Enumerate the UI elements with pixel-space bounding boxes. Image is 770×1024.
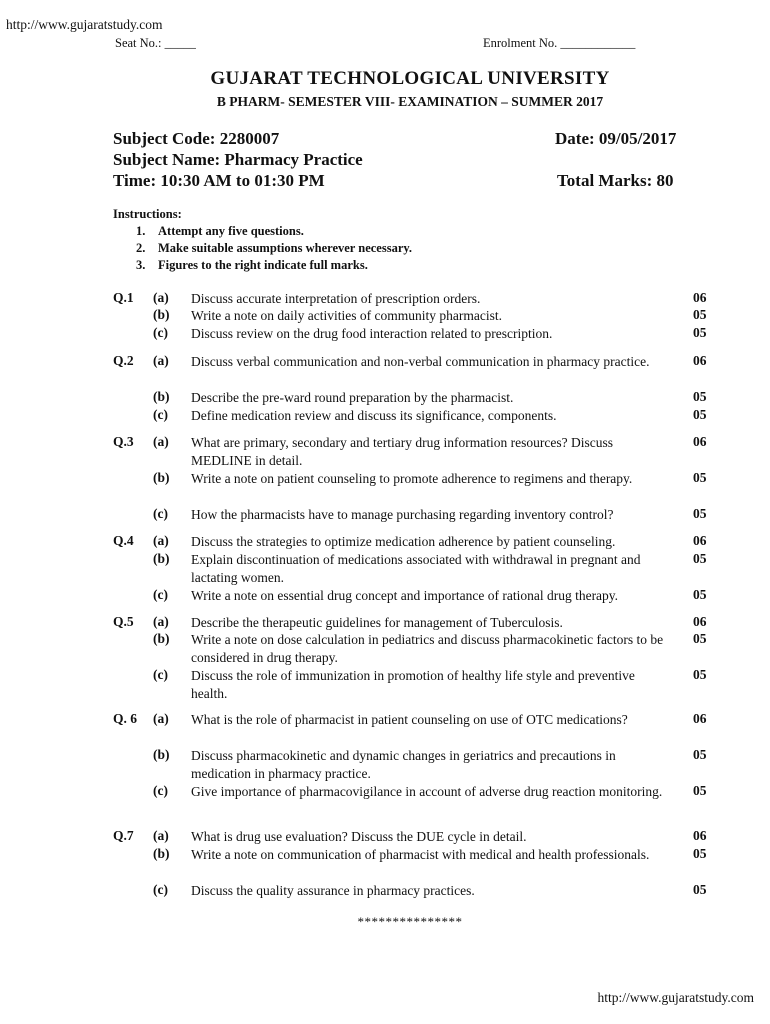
question-marks: 05 [693,407,707,422]
instruction-text: Attempt any five questions. [158,224,304,238]
instruction-item [136,258,368,273]
footer-url: http://www.gujaratstudy.com [597,990,754,1005]
question-text: Discuss accurate interpretation of prescription orders. [191,291,481,306]
question-marks: 06 [693,353,707,368]
subject-code: Subject Code: 2280007 [113,129,280,148]
instruction-item [136,224,304,239]
question-marks: 05 [693,470,707,485]
question-text: Write a note on dose calculation in pediatrics and discuss pharmacokinetic factors to be considered in drug therapy. [191,632,664,665]
part-label: (b) [153,747,170,762]
question-text: Describe the therapeutic guidelines for management of Tuberculosis. [191,615,563,630]
instruction-number: 3. [136,258,146,272]
question-marks: 05 [693,325,707,340]
part-label: (c) [153,506,168,521]
question-text: What are primary, secondary and tertiary drug information resources? Discuss MEDLINE in detail. [191,435,613,468]
part-label: (b) [153,307,170,322]
question-marks: 05 [693,846,707,861]
exam-time: Time: 10:30 AM to 01:30 PM [113,171,325,190]
question-text: Write a note on patient counseling to promote adherence to regimens and therapy. [191,471,633,486]
question-text: Give importance of pharmacovigilance in account of adverse drug reaction monitoring. [191,784,663,799]
question-text: Discuss the role of immunization in promotion of healthy life style and preventive health. [191,668,635,701]
part-label: (c) [153,882,168,897]
instruction-item [136,241,412,256]
question-marks: 05 [693,307,707,322]
question-marks: 05 [693,506,707,521]
question-text: Discuss the strategies to optimize medication adherence by patient counseling. [191,534,616,549]
question-number: Q.5 [113,614,134,629]
question-marks: 06 [693,434,707,449]
part-label: (b) [153,631,170,646]
question-marks: 05 [693,631,707,646]
part-label: (c) [153,783,168,798]
part-label: (a) [153,614,169,629]
total-marks: Total Marks: 80 [557,171,674,190]
part-label: (c) [153,407,168,422]
question-text: Discuss review on the drug food interaction related to prescription. [191,326,553,341]
question-text: Define medication review and discuss its significance, components. [191,408,557,423]
question-marks: 05 [693,587,707,602]
question-text: Explain discontinuation of medications associated with withdrawal in pregnant and lactating women. [191,552,641,585]
question-number: Q.2 [113,353,134,368]
question-marks: 05 [693,667,707,682]
question-text: Write a note on daily activities of community pharmacist. [191,308,502,323]
exam-title: B PHARM- SEMESTER VIII- EXAMINATION – SUMMER 2017 [216,94,604,109]
seat-number: Seat No.: _____ [115,36,196,50]
part-label: (a) [153,533,169,548]
part-label: (b) [153,551,170,566]
question-text: Discuss the quality assurance in pharmacy practices. [191,883,475,898]
header-url: http://www.gujaratstudy.com [6,17,163,32]
part-label: (a) [153,434,169,449]
subject-name: Subject Name: Pharmacy Practice [113,150,363,169]
question-text: How the pharmacists have to manage purchasing regarding inventory control? [191,507,614,522]
part-label: (a) [153,290,169,305]
part-label: (a) [153,828,169,843]
question-number: Q.7 [113,828,134,843]
exam-date: Date: 09/05/2017 [555,129,677,148]
part-label: (c) [153,325,168,340]
instruction-number: 2. [136,241,146,255]
question-text: Write a note on communication of pharmacist with medical and health professionals. [191,847,650,862]
question-number: Q.1 [113,290,134,305]
question-text: Discuss verbal communication and non-verbal communication in pharmacy practice. [191,354,650,369]
part-label: (b) [153,389,170,404]
question-text: What is the role of pharmacist in patient counseling on use of OTC medications? [191,712,628,727]
part-label: (b) [153,470,170,485]
question-marks: 05 [693,783,707,798]
part-label: (a) [153,711,169,726]
question-marks: 06 [693,290,707,305]
question-marks: 06 [693,614,707,629]
university-title: GUJARAT TECHNOLOGICAL UNIVERSITY [210,68,610,89]
instructions-title: Instructions: [113,207,182,221]
question-marks: 05 [693,389,707,404]
question-number: Q.3 [113,434,134,449]
enrolment-number: Enrolment No. ____________ [483,36,636,50]
instruction-number: 1. [136,224,146,238]
question-marks: 05 [693,882,707,897]
question-text: Describe the pre-ward round preparation by the pharmacist. [191,390,514,405]
part-label: (a) [153,353,169,368]
instruction-text: Make suitable assumptions wherever necessary. [158,241,413,255]
question-marks: 05 [693,551,707,566]
question-number: Q.4 [113,533,134,548]
part-label: (c) [153,587,168,602]
question-text: What is drug use evaluation? Discuss the DUE cycle in detail. [191,829,527,844]
question-marks: 06 [693,828,707,843]
question-text: Discuss pharmacokinetic and dynamic changes in geriatrics and precautions in medication in pharmacy practice. [191,748,616,781]
question-marks: 06 [693,533,707,548]
question-text: Write a note on essential drug concept and importance of rational drug therapy. [191,588,619,603]
part-label: (b) [153,846,170,861]
part-label: (c) [153,667,168,682]
question-marks: 06 [693,711,707,726]
question-marks: 05 [693,747,707,762]
end-of-paper-stars: *************** [357,914,463,929]
question-number: Q. 6 [113,711,138,726]
instruction-text: Figures to the right indicate full marks. [158,258,368,272]
